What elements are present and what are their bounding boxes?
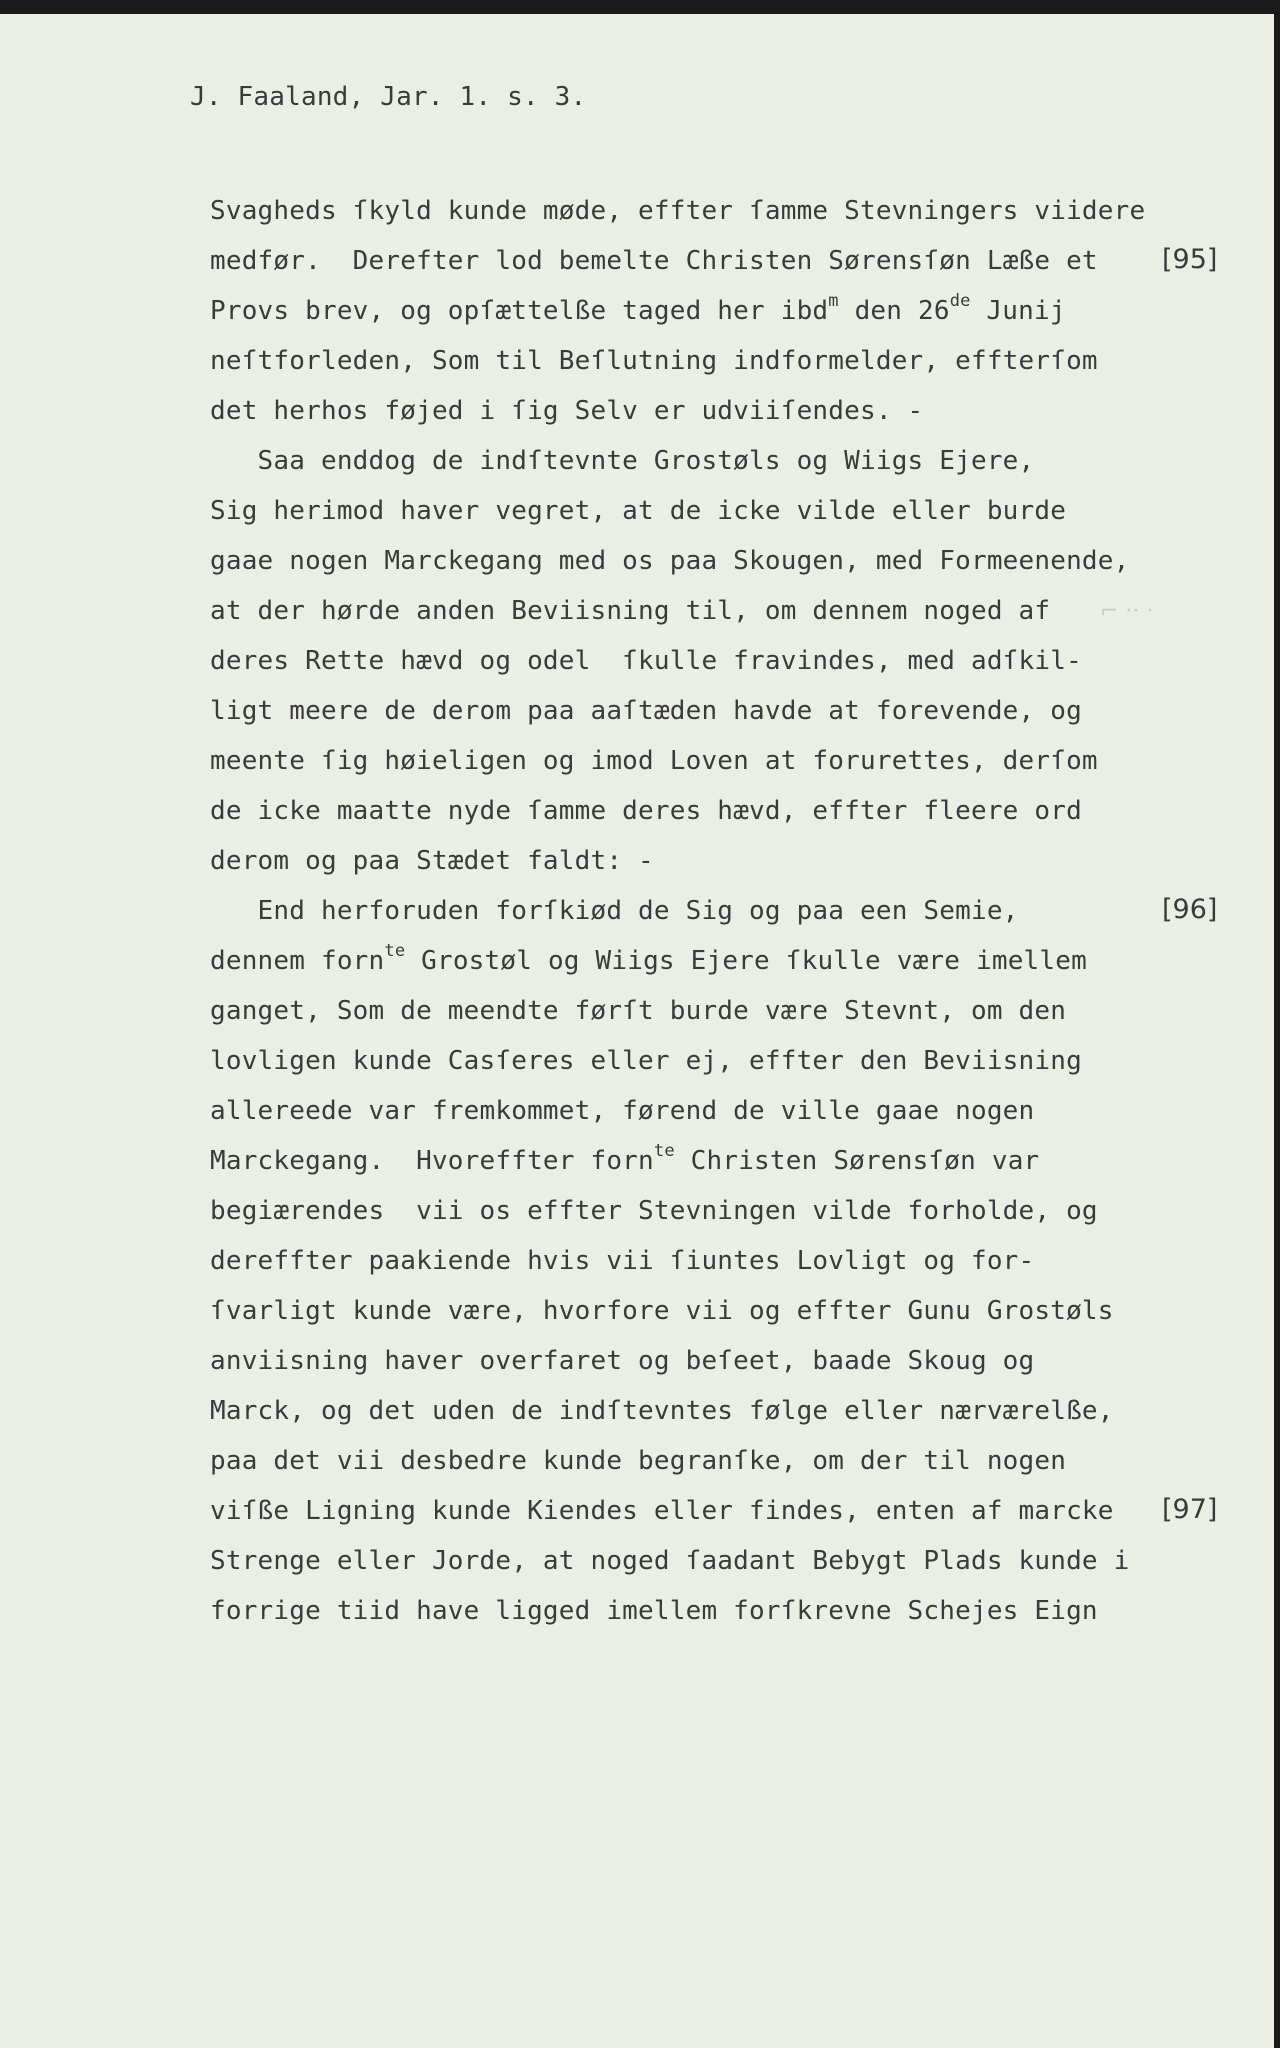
text-line: at der hørde anden Beviisning til, om dennem noged af <box>210 596 1051 626</box>
text-line: ligt meere de derom paa aaſtæden havde at forevende, og <box>210 696 1082 726</box>
text-line: ganget, Som de meendte førſt burde være Stevnt, om den <box>210 996 1067 1026</box>
text-line: derom og paa Stædet faldt: - <box>210 846 654 876</box>
text-line: de icke maatte nyde ſamme deres hævd, effter fleere ord <box>210 796 1082 826</box>
text-line: Provs brev, og opſættelße taged her ibd$^m$ den 26de Junij <box>210 291 1066 326</box>
text-line: anviisning haver overfaret og beſeet, baade Skoug og <box>210 1346 1035 1376</box>
faint-pencil-mark-icon: ⌐ ·· · <box>1100 599 1154 624</box>
text-line: dennem forn$^{te}$ Grostøl og Wiigs Ejere ſkulle være imellem <box>210 941 1087 976</box>
text-line: meente ſig høieligen og imod Loven at forurettes, derſom <box>210 746 1098 776</box>
text-line: medfør. Derefter lod bemelte Christen Sørensſøn Læße et <box>210 246 1098 276</box>
text-line: Marckegang. Hvoreffter forn$^{te}$ Christen Sørensſøn var <box>210 1141 1040 1176</box>
text-line: paa det vii desbedre kunde begranſke, om der til nogen <box>210 1446 1067 1476</box>
document-header: J. Faaland, Jar. 1. s. 3. <box>190 82 587 112</box>
text-line: det herhos føjed i ſig Selv er udviiſendes. - <box>210 396 924 426</box>
text-line: neſtforleden, Som til Beſlutning indformelder, effterſom <box>210 346 1098 376</box>
margin-page-ref: [97] <box>1162 1494 1218 1525</box>
text-line: deres Rette hævd og odel ſkulle fravindes, med adſkil- <box>210 646 1082 676</box>
document-page <box>0 14 1274 2048</box>
margin-page-ref: [96] <box>1162 894 1218 925</box>
text-line: ſvarligt kunde være, hvorfore vii og effter Gunu Grostøls <box>210 1296 1114 1326</box>
text-line: End herforuden forſkiød de Sig og paa een Semie, <box>210 896 1019 926</box>
text-line: lovligen kunde Casſeres eller ej, effter den Beviisning <box>210 1046 1082 1076</box>
text-line: Strenge eller Jorde, at noged ſaadant Bebygt Plads kunde i <box>210 1546 1130 1576</box>
margin-page-ref: [95] <box>1162 244 1218 275</box>
text-line: Sig herimod haver vegret, at de icke vilde eller burde <box>210 496 1067 526</box>
text-line: viſße Ligning kunde Kiendes eller findes, enten af marcke <box>210 1496 1114 1526</box>
text-line: gaae nogen Marckegang med os paa Skougen, med Formeenende, <box>210 546 1130 576</box>
text-line: Svagheds ſkyld kunde møde, effter ſamme Stevningers viidere <box>210 196 1146 226</box>
text-line: forrige tiid have ligged imellem forſkrevne Schejes Eign <box>210 1596 1098 1626</box>
text-line: dereffter paakiende hvis vii ſiuntes Lovligt og for- <box>210 1246 1035 1276</box>
text-line: begiærendes vii os effter Stevningen vilde forholde, og <box>210 1196 1098 1226</box>
text-line: Marck, og det uden de indſtevntes følge eller nærværelße, <box>210 1396 1114 1426</box>
text-line: allereede var fremkommet, førend de ville gaae nogen <box>210 1096 1035 1126</box>
text-line: Saa enddog de indſtevnte Grostøls og Wiigs Ejere, <box>210 446 1035 476</box>
